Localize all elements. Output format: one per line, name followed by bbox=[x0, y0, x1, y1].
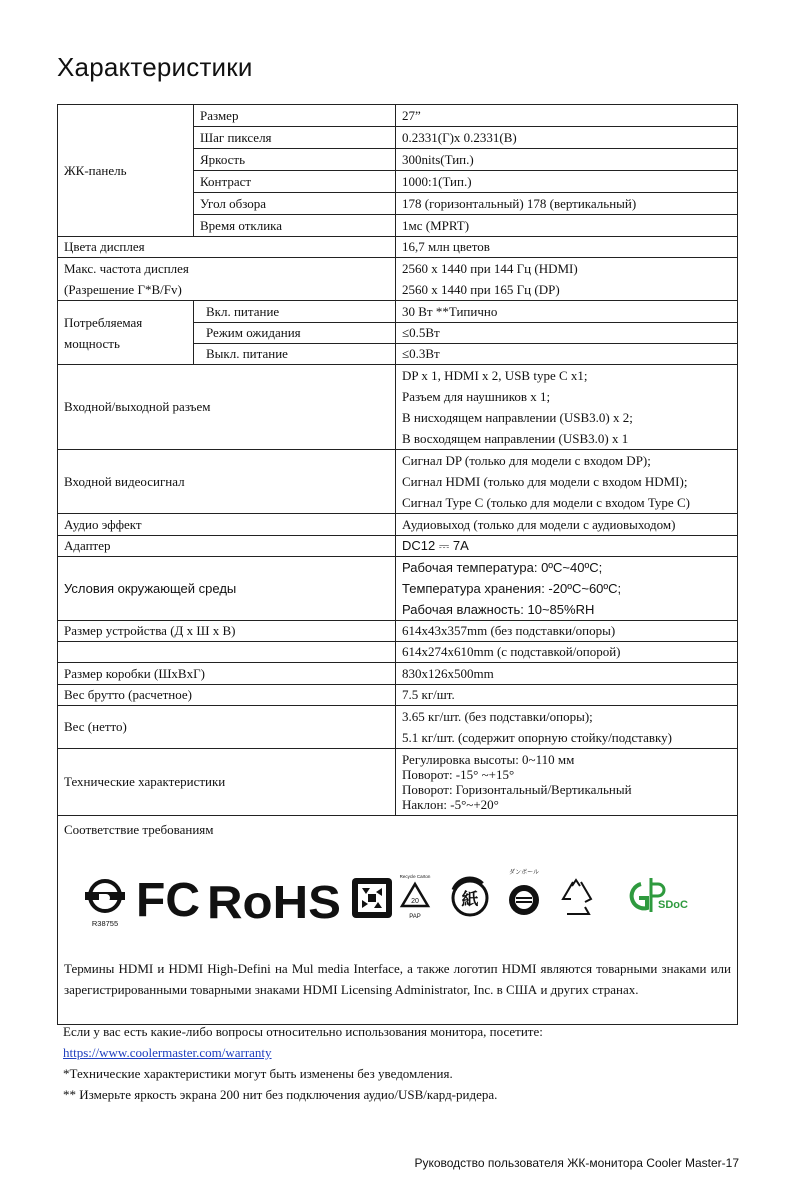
spec-row-refresh bbox=[58, 258, 738, 301]
after-table-notes bbox=[63, 1021, 743, 1105]
response-time-key: Время отклика bbox=[194, 215, 396, 237]
tech-value-line: Регулировка высоты: 0~110 мм bbox=[402, 752, 575, 767]
net-weight-value-line: 5.1 кг/шт. (содержит опорную стойку/подставку) bbox=[402, 730, 672, 745]
device-size-value-no-stand: 614x43x357mm (без подставки/опоры) bbox=[396, 621, 738, 642]
video-value-line: Сигнал DP (только для модели с входом DP); bbox=[402, 453, 651, 468]
questions-text: Если у вас есть какие-либо вопросы относительно использования монитора, посетите: bbox=[63, 1024, 543, 1039]
io-label: Входной/выходной разъем bbox=[58, 365, 396, 450]
spec-row-video bbox=[58, 450, 738, 514]
refresh-label-line-1: Макс. частота дисплея bbox=[64, 261, 189, 276]
lcd-panel-label: ЖК-панель bbox=[58, 105, 194, 237]
spec-row-gross-weight bbox=[58, 685, 738, 706]
contrast-key: Контраст bbox=[194, 171, 396, 193]
spec-row-adapter bbox=[58, 536, 738, 557]
spec-row-tech bbox=[58, 749, 738, 816]
video-value-line: Сигнал Type C (только для модели с входом Type C) bbox=[402, 495, 690, 510]
page-title: Характеристики bbox=[57, 52, 253, 82]
brightness-key: Яркость bbox=[194, 149, 396, 171]
io-value-line: DP x 1, HDMI x 2, USB type C x1; bbox=[402, 368, 588, 383]
gross-weight-value: 7.5 кг/шт. bbox=[396, 685, 738, 706]
page-footer: Руководство пользователя ЖК-монитора Cooler Master-17 bbox=[414, 1156, 739, 1170]
power-standby-key: Режим ожидания bbox=[194, 323, 396, 344]
power-standby-value: ≤0.5Вт bbox=[396, 323, 738, 344]
sdoc-text: SDoC bbox=[658, 899, 688, 911]
audio-label: Аудио эффект bbox=[58, 514, 396, 536]
danbol-recycle-icon bbox=[509, 868, 539, 915]
env-value-line: Температура хранения: -20ºC~60ºC; bbox=[402, 581, 622, 596]
video-value-line: Сигнал HDMI (только для модели с входом HDMI); bbox=[402, 474, 688, 489]
brightness-measure-note: ** Измерьте яркость экрана 200 нит без подключения аудио/USB/кард-ридера. bbox=[63, 1087, 498, 1102]
fcc-icon bbox=[136, 874, 200, 927]
rohs-icon bbox=[207, 876, 341, 928]
power-on-value: 30 Вт **Типично bbox=[396, 301, 738, 323]
device-size-label: Размер устройства (Д x Ш x В) bbox=[58, 621, 396, 642]
recycle-icon bbox=[563, 880, 591, 914]
sdoc-icon bbox=[632, 878, 688, 912]
io-value-line: В восходящем направлении (USB3.0) x 1 bbox=[402, 431, 629, 446]
spec-row-power-on bbox=[58, 301, 738, 323]
env-value-line: Рабочая температура: 0ºC~40ºC; bbox=[402, 560, 603, 575]
refresh-value-dp: 2560 x 1440 при 165 Гц (DP) bbox=[402, 282, 560, 297]
spec-row-compliance bbox=[58, 816, 738, 1025]
tech-value-line: Поворот: -15° ~+15° bbox=[402, 767, 515, 782]
danbol-text: ダンボール bbox=[509, 869, 539, 876]
response-time-value: 1мс (MPRT) bbox=[396, 215, 738, 237]
rohs-text: RoHS bbox=[207, 876, 341, 928]
spec-row-colors bbox=[58, 237, 738, 258]
china-rohs-icon bbox=[352, 878, 392, 918]
power-off-key: Выкл. питание bbox=[194, 344, 396, 365]
spec-row-net-weight bbox=[58, 706, 738, 749]
contrast-value: 1000:1(Тип.) bbox=[396, 171, 738, 193]
video-label: Входной видеосигнал bbox=[58, 450, 396, 514]
power-label-line-2: мощность bbox=[64, 335, 120, 351]
device-size-value-with-stand: 614x274x610mm (с подставкой/опорой) bbox=[396, 642, 738, 663]
spec-row-device-size-2 bbox=[58, 642, 738, 663]
power-off-value: ≤0.3Вт bbox=[396, 344, 738, 365]
spec-row-io bbox=[58, 365, 738, 450]
hdmi-trademark-text: Термины HDMI и HDMI High-Defini на Mul media Interface, а также логотип HDMI являются товарными знаками или зарегистрированными товарными знаками HDMI Licensing Administrator, Inc. в США и других странах. bbox=[64, 961, 731, 997]
spec-row-lcd-size bbox=[58, 105, 738, 127]
japan-paper-icon bbox=[453, 879, 487, 915]
adapter-label: Адаптер bbox=[58, 536, 396, 557]
tech-value-line: Поворот: Горизонтальный/Вертикальный bbox=[402, 782, 632, 797]
pap-recycle-icon bbox=[400, 874, 431, 920]
pap-top-text: Recycle Carton bbox=[399, 874, 431, 879]
io-value-line: Разъем для наушников x 1; bbox=[402, 389, 551, 404]
spec-row-environment bbox=[58, 557, 738, 621]
env-value-line: Рабочая влажность: 10~85%RH bbox=[402, 602, 595, 617]
viewing-angle-value: 178 (горизонтальный) 178 (вертикальный) bbox=[396, 193, 738, 215]
certification-logos bbox=[58, 856, 738, 956]
pixel-pitch-key: Шаг пикселя bbox=[194, 127, 396, 149]
viewing-angle-key: Угол обзора bbox=[194, 193, 396, 215]
r-mark-icon bbox=[85, 881, 125, 928]
power-on-key: Вкл. питание bbox=[194, 301, 396, 323]
lcd-size-value: 27” bbox=[396, 105, 738, 127]
spec-row-device-size-1 bbox=[58, 621, 738, 642]
tech-label: Технические характеристики bbox=[58, 749, 396, 816]
refresh-label-line-2: (Разрешение Г*В/Fv) bbox=[64, 282, 182, 297]
colors-label: Цвета дисплея bbox=[58, 237, 396, 258]
spec-change-note: *Технические характеристики могут быть изменены без уведомления. bbox=[63, 1066, 453, 1081]
refresh-value-hdmi: 2560 x 1440 при 144 Гц (HDMI) bbox=[402, 261, 578, 276]
r-mark-number: R38755 bbox=[91, 919, 119, 928]
specs-table bbox=[57, 104, 738, 1025]
spec-row-audio bbox=[58, 514, 738, 536]
adapter-value: DC12 ⎓ 7A bbox=[396, 536, 738, 557]
warranty-link[interactable]: https://www.coolermaster.com/warranty bbox=[63, 1045, 272, 1060]
gross-weight-label: Вес брутто (расчетное) bbox=[58, 685, 396, 706]
pixel-pitch-value: 0.2331(Г)x 0.2331(В) bbox=[396, 127, 738, 149]
audio-value: Аудиовыход (только для модели с аудиовыходом) bbox=[396, 514, 738, 536]
net-weight-value-line: 3.65 кг/шт. (без подставки/опоры); bbox=[402, 709, 593, 724]
compliance-label: Соответствие требованиям bbox=[64, 822, 214, 837]
env-label: Условия окружающей среды bbox=[58, 557, 396, 621]
box-size-value: 830x126x500mm bbox=[396, 663, 738, 685]
lcd-size-key: Размер bbox=[194, 105, 396, 127]
io-value-line: В нисходящем направлении (USB3.0) x 2; bbox=[402, 410, 633, 425]
colors-value: 16,7 млн цветов bbox=[396, 237, 738, 258]
brightness-value: 300nits(Тип.) bbox=[396, 149, 738, 171]
fcc-text: FC bbox=[136, 874, 200, 927]
pap-bottom-text: PAP bbox=[409, 914, 421, 920]
kami-text: 紙 bbox=[461, 890, 479, 910]
power-label-line-1: Потребляемая bbox=[64, 314, 143, 330]
pap-number: 20 bbox=[411, 898, 419, 905]
net-weight-label: Вес (нетто) bbox=[58, 706, 396, 749]
tech-value-line: Наклон: -5°~+20° bbox=[402, 797, 499, 812]
spec-row-box-size bbox=[58, 663, 738, 685]
box-size-label: Размер коробки (ШxВxГ) bbox=[58, 663, 396, 685]
